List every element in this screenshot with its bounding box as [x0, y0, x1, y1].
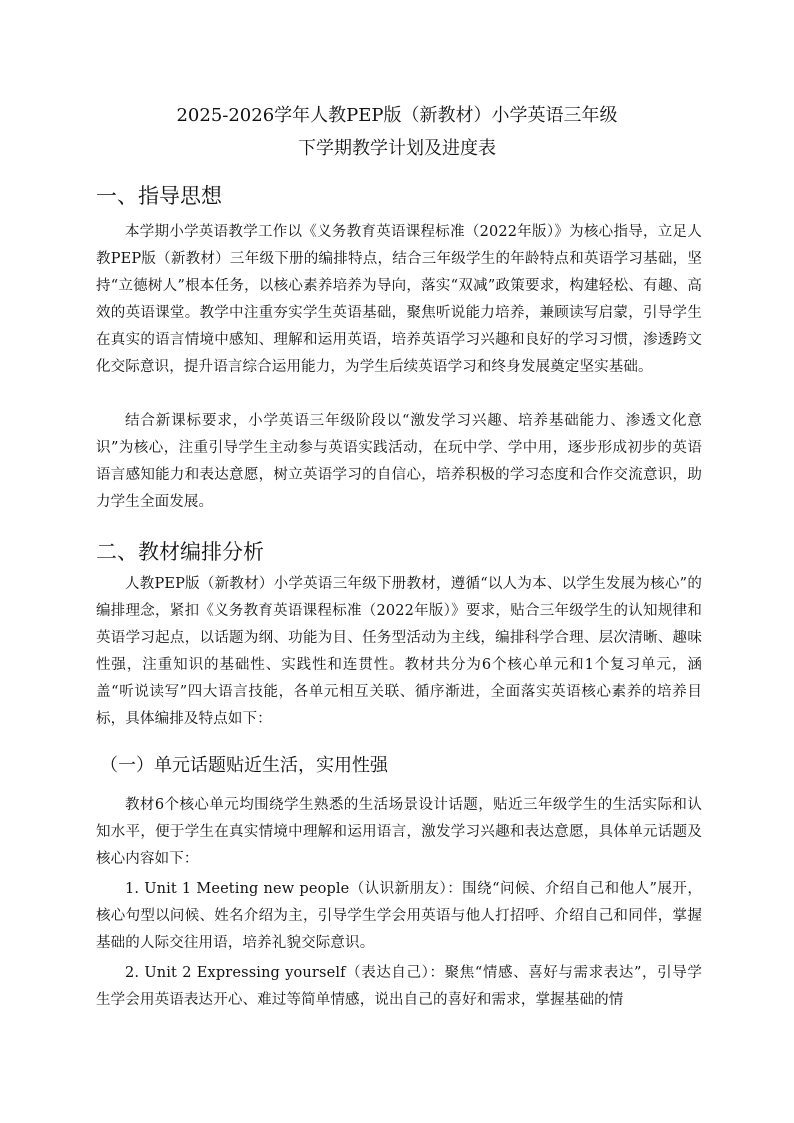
paragraph-textbook-1: 人教PEP版（新教材）小学英语三年级下册教材，遵循“以人为本、以学生发展为核心”的编排理念，紧扣《义务教育英语课程标准（2022年版）》要求，贴合三年级学生的认知规律和英语学习起点，以话题为纲、功能为目、任务型活动为主线，编排科学合理、层次清晰、趣味性强，注重知识的基础性、实践性和连贯性。教材共分为6个核心单元和1个复习单元，涵盖“听说读写”四大语言技能，各单元相互关联、循序渐进，全面落实英语核心素养的培养目标，具体编排及特点如下： — [96, 576, 702, 727]
paragraph-guiding-2: 结合新课标要求，小学英语三年级阶段以“激发学习兴趣、培养基础能力、渗透文化意识”为核心，注重引导学生主动参与英语实践活动，在玩中学、学中用，逐步形成初步的英语语言感知能力和表达意愿，树立英语学习的自信心，培养积极的学习态度和合作交流意识，助力学生全面发展。 — [96, 413, 702, 510]
list-item-unit-2: 2. Unit 2 Expressing yourself（表达自己）：聚焦“情感、喜好与需求表达”，引导学生学会用英语表达开心、难过等简单情感，说出自己的喜好和需求，掌握基础的情 — [96, 965, 702, 1008]
section-heading-textbook-analysis: 二、教材编排分析 — [96, 540, 264, 564]
subsection-heading-unit-topics: （一）单元话题贴近生活，实用性强 — [100, 755, 388, 776]
paragraph-guiding-1: 本学期小学英语教学工作以《义务教育英语课程标准（2022年版）》为核心指导，立足人教PEP版（新教材）三年级下册的编排特点，结合三年级学生的年龄特点和英语学习基础，坚持“立德树人”根本任务，以核心素养培养为导向，落实“双减”政策要求，构建轻松、有趣、高效的英语课堂。教学中注重夯实学生英语基础，聚焦听说能力培养，兼顾读写启蒙，引导学生在真实的语言情境中感知、理解和运用英语，培养英语学习兴趣和良好的学习习惯，渗透跨文化交际意识，提升语言综合运用能力，为学生后续英语学习和终身发展奠定坚实基础。 — [96, 224, 702, 375]
list-item-unit-1: 1. Unit 1 Meeting new people（认识新朋友）：围绕“问候、介绍自己和他人”展开，核心句型以问候、姓名介绍为主，引导学生学会用英语与他人打招呼、介绍自己和同伴，掌握基础的人际交往用语，培养礼貌交际意识。 — [96, 881, 702, 951]
document-title-line-2: 下学期教学计划及进度表 — [298, 138, 496, 159]
paragraph-unit-topics: 教材6个核心单元均围绕学生熟悉的生活场景设计话题，贴近三年级学生的生活实际和认知水平，便于学生在真实情境中理解和运用语言，激发学习兴趣和表达意愿，具体单元话题及核心内容如下： — [96, 797, 702, 867]
section-heading-guiding-thought: 一、指导思想 — [96, 184, 222, 208]
document-title-line-1: 2025-2026学年人教PEP版（新教材）小学英语三年级 — [176, 105, 618, 126]
